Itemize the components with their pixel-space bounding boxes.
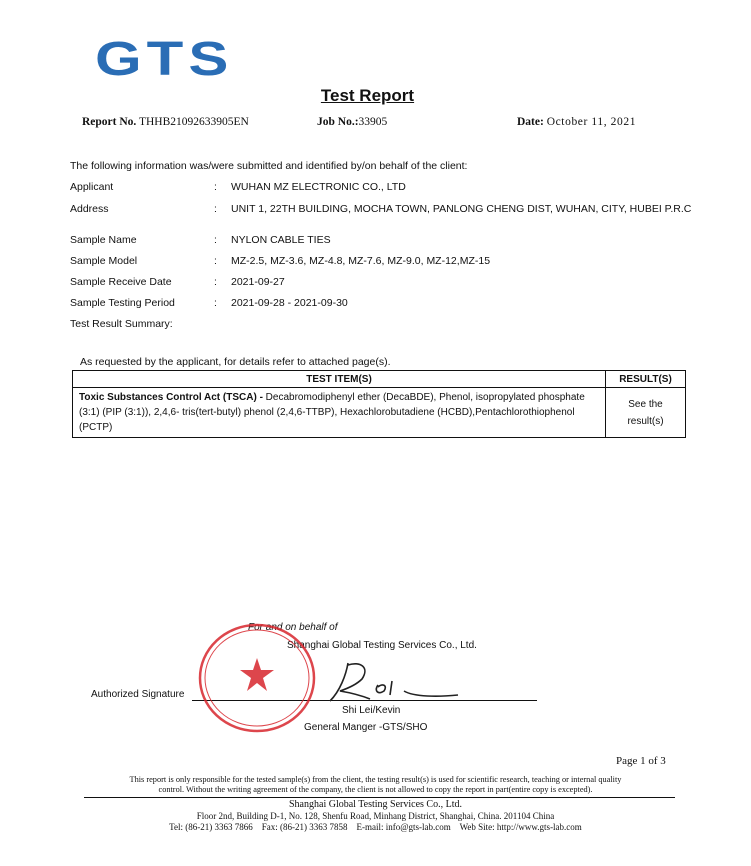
table-header-row — [73, 371, 686, 388]
receive-date-label: Sample Receive Date — [70, 276, 172, 288]
results-table — [72, 370, 686, 438]
colon: : — [214, 181, 217, 193]
address-label: Address — [70, 203, 109, 215]
applicant-value: WUHAN MZ ELECTRONIC CO., LTD — [231, 181, 406, 193]
result-cell — [606, 388, 686, 438]
company-stamp — [197, 622, 317, 734]
results-header: RESULT(S) — [606, 371, 686, 388]
signer-position: General Manger -GTS/SHO — [304, 722, 428, 733]
test-item-text: Decabromodiphenyl ether (DecaBDE), Phenol, isopropylated phosphate (3:1) (PIP (3:1)), 2,4,6- tris(tert-butyl) phenol (2,4,6-TTBP), Hexachlorobutadiene (HCBD),Pentachlorothiophenol (PCTP) — [79, 392, 585, 433]
sample-name-value: NYLON CABLE TIES — [231, 234, 331, 246]
page-number: Page 1 of 3 — [616, 755, 666, 767]
summary-label: Test Result Summary: — [70, 318, 173, 330]
footer-contact: Tel: (86-21) 3363 7866 Fax: (86-21) 3363 7858 E-mail: info@gts-lab.com Web Site: http://www.gts-lab.com — [169, 822, 582, 832]
page-title — [0, 86, 735, 106]
footer-address: Floor 2nd, Building D-1, No. 128, Shenfu Road, Minhang District, Shanghai, China. 201104 China — [196, 811, 555, 821]
footer-divider — [84, 797, 675, 798]
result-line: result(s) — [627, 415, 664, 427]
disclaimer — [0, 775, 751, 795]
colon: : — [214, 276, 217, 288]
report-no-label: Report No. — [82, 116, 137, 128]
requested-note: As requested by the applicant, for details refer to attached page(s). — [80, 356, 391, 368]
signature-company: Shanghai Global Testing Services Co., Ltd. — [287, 640, 477, 651]
date-label: Date: — [517, 116, 544, 128]
sample-model-label: Sample Model — [70, 255, 138, 267]
for-behalf-text: For and on behalf of — [248, 622, 338, 633]
disclaimer-line: control. Without the writing agreement of the company, the client is not allowed to copy the report in part(entire copy is excepted). — [158, 785, 593, 794]
job-no-value: 33905 — [358, 116, 388, 128]
job-number — [317, 116, 387, 128]
receive-date-value: 2021-09-27 — [231, 276, 285, 288]
colon: : — [214, 297, 217, 309]
test-item-title: Toxic Substances Control Act (TSCA) - — [79, 392, 263, 403]
address-value: UNIT 1, 22TH BUILDING, MOCHA TOWN, PANLONG CHENG DIST, WUHAN, CITY, HUBEI P.R.C — [231, 203, 692, 215]
title-text: Test Report — [320, 86, 415, 105]
signer-name: Shi Lei/Kevin — [342, 705, 401, 716]
company-logo: GTS — [95, 33, 234, 86]
intro-text: The following information was/were submitted and identified by/on behalf of the client: — [70, 160, 468, 172]
report-date — [517, 116, 636, 128]
colon: : — [214, 255, 217, 267]
testing-period-label: Sample Testing Period — [70, 297, 175, 309]
handwritten-signature — [318, 655, 468, 705]
table-row — [73, 388, 686, 438]
report-number — [82, 116, 249, 128]
sample-name-label: Sample Name — [70, 234, 137, 246]
report-no-value: THHB21092633905EN — [138, 116, 249, 128]
test-items-header: TEST ITEM(S) — [73, 371, 606, 388]
test-item-cell — [73, 388, 606, 438]
footer-company: Shanghai Global Testing Services Co., Ltd. — [289, 799, 462, 810]
job-no-label: Job No.: — [317, 116, 359, 128]
disclaimer-line: This report is only responsible for the tested sample(s) from the client, the testing result(s) is used for scientific research, teaching or internal quality — [129, 775, 622, 784]
colon: : — [214, 203, 217, 215]
applicant-label: Applicant — [70, 181, 114, 193]
testing-period-value: 2021-09-28 - 2021-09-30 — [231, 297, 348, 309]
colon: : — [214, 234, 217, 246]
sample-model-value: MZ-2.5, MZ-3.6, MZ-4.8, MZ-7.6, MZ-9.0, MZ-12,MZ-15 — [231, 255, 491, 267]
authorized-signature-label: Authorized Signature — [91, 689, 185, 700]
date-value: October 11, 2021 — [546, 116, 637, 128]
result-line: See the — [628, 398, 663, 410]
